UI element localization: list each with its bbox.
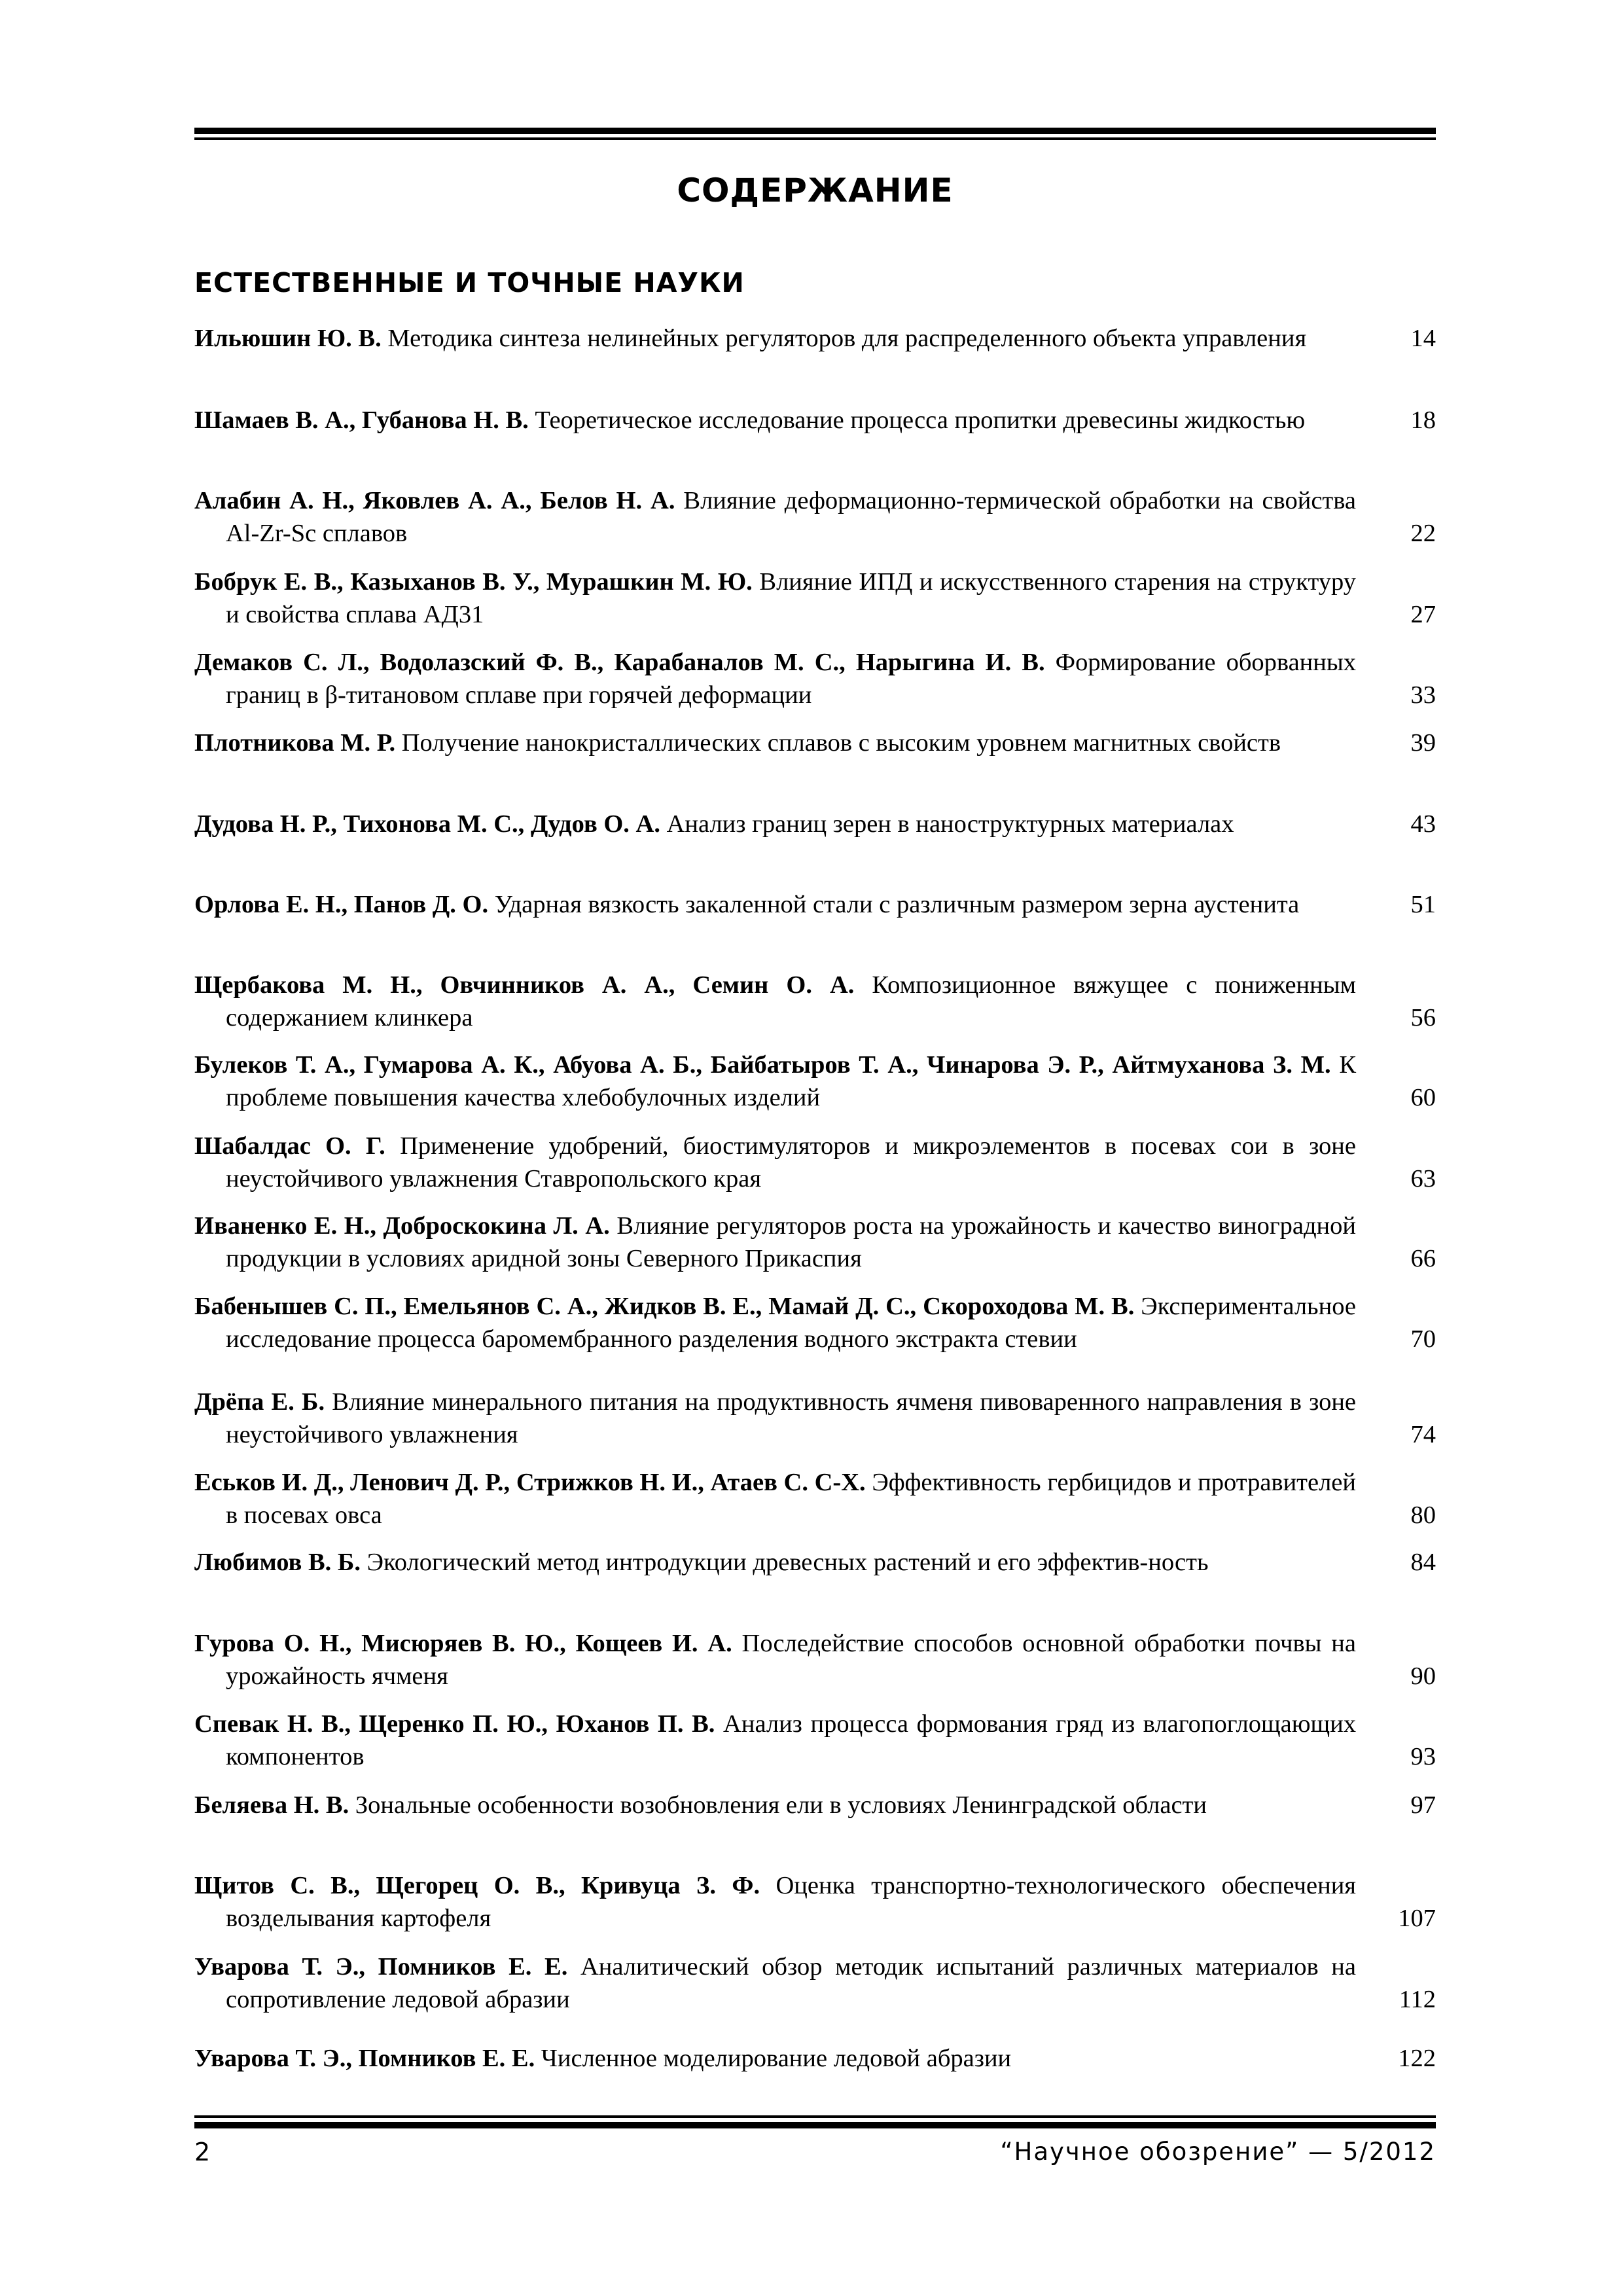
toc-entry-text (194, 1869, 1356, 1935)
toc-entry (194, 1049, 1436, 1114)
toc-entry-authors: Дудова Н. Р., Тихонова М. С., Дудов О. А. (194, 810, 660, 838)
toc-entry (194, 726, 1436, 759)
bottom-double-rule (194, 2115, 1436, 2130)
toc-entry-title: Методика синтеза нелинейных регуляторов для распределенного объекта управления (387, 325, 1307, 352)
toc-entry (194, 1466, 1436, 1532)
toc-entry (194, 2042, 1436, 2075)
toc-entry (194, 969, 1436, 1034)
toc-entry-page: 93 (1410, 1743, 1436, 1770)
toc-entry-page: 107 (1398, 1905, 1436, 1932)
toc-entry-text (194, 969, 1356, 1034)
toc-entry-page: 80 (1410, 1501, 1436, 1529)
toc-entry-title: Композиционное вяжущее с пониженным содержанием клинкера (226, 971, 1356, 1031)
toc-entry-authors: Спевак Н. В., Щеренко П. Ю., Юханов П. В. (194, 1710, 715, 1738)
toc-entry-authors: Щитов С. В., Щегорец О. В., Кривуца З. Ф. (194, 1872, 760, 1899)
toc-entry-page: 22 (1410, 520, 1436, 547)
toc-entry (194, 808, 1436, 840)
toc-entry-text (194, 726, 1356, 759)
toc-entry (194, 1950, 1436, 2016)
toc-entry-text (194, 484, 1356, 550)
toc-entry (194, 1210, 1436, 1275)
toc-entry (194, 1386, 1436, 1451)
toc-entry (194, 1130, 1436, 1195)
toc-entry-title: Численное моделирование ледовой абразии (541, 2045, 1012, 2072)
toc-entry-page: 27 (1410, 601, 1436, 628)
toc-entry-text (194, 1627, 1356, 1693)
page-title: СОДЕРЖАНИЕ (677, 171, 954, 209)
toc-entry-authors: Любимов В. Б. (194, 1549, 361, 1576)
toc-entry-authors: Шамаев В. А., Губанова Н. В. (194, 406, 529, 434)
toc-entry-text (194, 1290, 1356, 1355)
toc-entry (194, 484, 1436, 550)
toc-entry-title: Получение нанокристаллических сплавов с высоким уровнем магнитных свойств (401, 729, 1281, 757)
toc-entry-authors: Дрёпа Е. Б. (194, 1388, 325, 1416)
toc-entry (194, 1627, 1436, 1693)
toc-entry-title: Экологический метод интродукции древесных растений и его эффектив-ность (366, 1549, 1209, 1576)
toc-entry-title: Влияние минерального питания на продуктивность ячменя пивоваренного направления в зоне неустойчивого увлажнения (226, 1388, 1357, 1448)
toc-entry-authors: Беляева Н. В. (194, 1791, 349, 1819)
toc-entry-page: 43 (1410, 810, 1436, 838)
toc-entry-title: Оценка транспортно-технологического обеспечения возделывания картофеля (226, 1872, 1357, 1932)
toc-entry-title: Влияние ИПД и искусственного старения на структуру и свойства сплава АД31 (226, 568, 1357, 628)
toc-entry (194, 1546, 1436, 1579)
toc-entry (194, 404, 1436, 437)
toc-entry-text (194, 322, 1356, 355)
toc-entry-page: 122 (1398, 2045, 1436, 2072)
toc-entry-text (194, 888, 1356, 921)
toc-entry-text (194, 1210, 1356, 1275)
toc-entry-authors: Уварова Т. Э., Помников Е. Е. (194, 2045, 535, 2072)
toc-entry-text (194, 1466, 1356, 1532)
toc-entry-title: Влияние регуляторов роста на урожайность и качество виноградной продукции в условиях аридной зоны Северного Прикаспия (226, 1212, 1356, 1272)
toc-entry-text (194, 2042, 1356, 2075)
toc-entry-authors: Иваненко Е. Н., Доброскокина Л. А. (194, 1212, 610, 1240)
toc-entry-title: Эффективность гербицидов и протравителей в посевах овса (226, 1469, 1357, 1529)
toc-entry-text (194, 1950, 1356, 2016)
footer-journal-title: “Научное обозрение” — 5/2012 (1000, 2138, 1436, 2166)
toc-entry-text (194, 1546, 1356, 1579)
toc-entry-page: 66 (1410, 1245, 1436, 1272)
toc-entry (194, 646, 1436, 711)
toc-entry-text (194, 808, 1356, 840)
toc-entry-text (194, 565, 1356, 631)
toc-entry-text (194, 404, 1356, 437)
toc-entry-authors: Щербакова М. Н., Овчинников А. А., Семин О. А. (194, 971, 855, 999)
toc-entry-text (194, 646, 1356, 711)
toc-entry-title: Применение удобрений, биостимуляторов и микроэлементов в посевах сои в зоне неустойчивого увлажнения Ставропольского края (226, 1132, 1356, 1193)
toc-entry (194, 1708, 1436, 1773)
toc-entry-page: 112 (1399, 1986, 1436, 2013)
toc-entry-title: Зональные особенности возобновления ели в условиях Ленинградской области (355, 1791, 1207, 1819)
section-heading: ЕСТЕСТВЕННЫЕ И ТОЧНЫЕ НАУКИ (194, 267, 745, 298)
toc-entry-authors: Уварова Т. Э., Помников Е. Е. (194, 1953, 568, 1981)
toc-entry-page: 51 (1410, 891, 1436, 918)
toc-entry-page: 18 (1410, 406, 1436, 434)
toc-entry-text (194, 1708, 1356, 1773)
toc-entry-text (194, 1049, 1356, 1114)
toc-entry-authors: Бабенышев С. П., Емельянов С. А., Жидков В. Е., Мамай Д. С., Скороходова М. В. (194, 1293, 1135, 1320)
toc-entry-title: Влияние деформационно-термической обработки на свойства Al-Zr-Sc сплавов (226, 487, 1356, 547)
toc-entry-authors: Алабин А. Н., Яковлев А. А., Белов Н. А. (194, 487, 675, 514)
toc-entry-title: Формирование оборванных границ в β-титановом сплаве при горячей деформации (226, 649, 1356, 709)
toc-entry-page: 33 (1410, 681, 1436, 709)
toc-entry-authors: Булеков Т. А., Гумарова А. К., Абуова А. Б., Байбатыров Т. А., Чинарова Э. Р., Айтмуханова З. М. (194, 1051, 1331, 1079)
toc-entry (194, 1789, 1436, 1821)
toc-entry-authors: Орлова Е. Н., Панов Д. О. (194, 891, 489, 918)
toc-entry-page: 90 (1410, 1662, 1436, 1690)
toc-entry (194, 1869, 1436, 1935)
toc-entry-page: 56 (1410, 1004, 1436, 1031)
toc-entry (194, 565, 1436, 631)
toc-entry-authors: Плотникова М. Р. (194, 729, 396, 757)
toc-entry-title: Аналитический обзор методик испытаний различных материалов на сопротивление ледовой абразии (226, 1953, 1357, 2013)
toc-entry-page: 60 (1410, 1084, 1436, 1111)
toc-entry-page: 70 (1410, 1325, 1436, 1353)
footer-page-number: 2 (194, 2138, 211, 2166)
toc-entry-text (194, 1789, 1356, 1821)
toc-entry-title: Теоретическое исследование процесса пропитки древесины жидкостью (535, 406, 1306, 434)
toc-entry-title: Последействие способов основной обработки почвы на урожайность ячменя (226, 1630, 1356, 1690)
toc-entry (194, 1290, 1436, 1355)
toc-entry-page: 63 (1410, 1165, 1436, 1193)
toc-entry (194, 322, 1436, 355)
toc-entry-page: 74 (1410, 1421, 1436, 1448)
toc-entry (194, 888, 1436, 921)
toc-entry-page: 84 (1410, 1549, 1436, 1576)
toc-entry-title: Анализ границ зерен в наноструктурных материалах (666, 810, 1234, 838)
toc-entry-title: Ударная вязкость закаленной стали с различным размером зерна аустенита (494, 891, 1300, 918)
toc-entry-authors: Гурова О. Н., Мисюряев В. Ю., Кощеев И. А. (194, 1630, 732, 1657)
toc-entry-title: Экспериментальное исследование процесса баромембранного разделения водного экстракта стевии (226, 1293, 1357, 1353)
toc-entry-title: Анализ процесса формования гряд из влагопоглощающих компонентов (226, 1710, 1356, 1770)
toc-entry-authors: Бобрук Е. В., Казыханов В. У., Мурашкин М. Ю. (194, 568, 753, 596)
toc-entry-authors: Ильюшин Ю. В. (194, 325, 382, 352)
toc-entry-authors: Шабалдас О. Г. (194, 1132, 385, 1160)
toc-entry-authors: Еськов И. Д., Ленович Д. Р., Стрижков Н. И., Атаев С. С-Х. (194, 1469, 866, 1496)
toc-entry-page: 97 (1410, 1791, 1436, 1819)
toc-entry-text (194, 1130, 1356, 1195)
toc-entry-page: 14 (1410, 325, 1436, 352)
toc-entry-authors: Демаков С. Л., Водолазский Ф. В., Карабаналов М. С., Нарыгина И. В. (194, 649, 1045, 676)
toc-entry-page: 39 (1410, 729, 1436, 757)
toc-entry-text (194, 1386, 1356, 1451)
toc-entry-title: К проблеме повышения качества хлебобулочных изделий (226, 1051, 1357, 1111)
